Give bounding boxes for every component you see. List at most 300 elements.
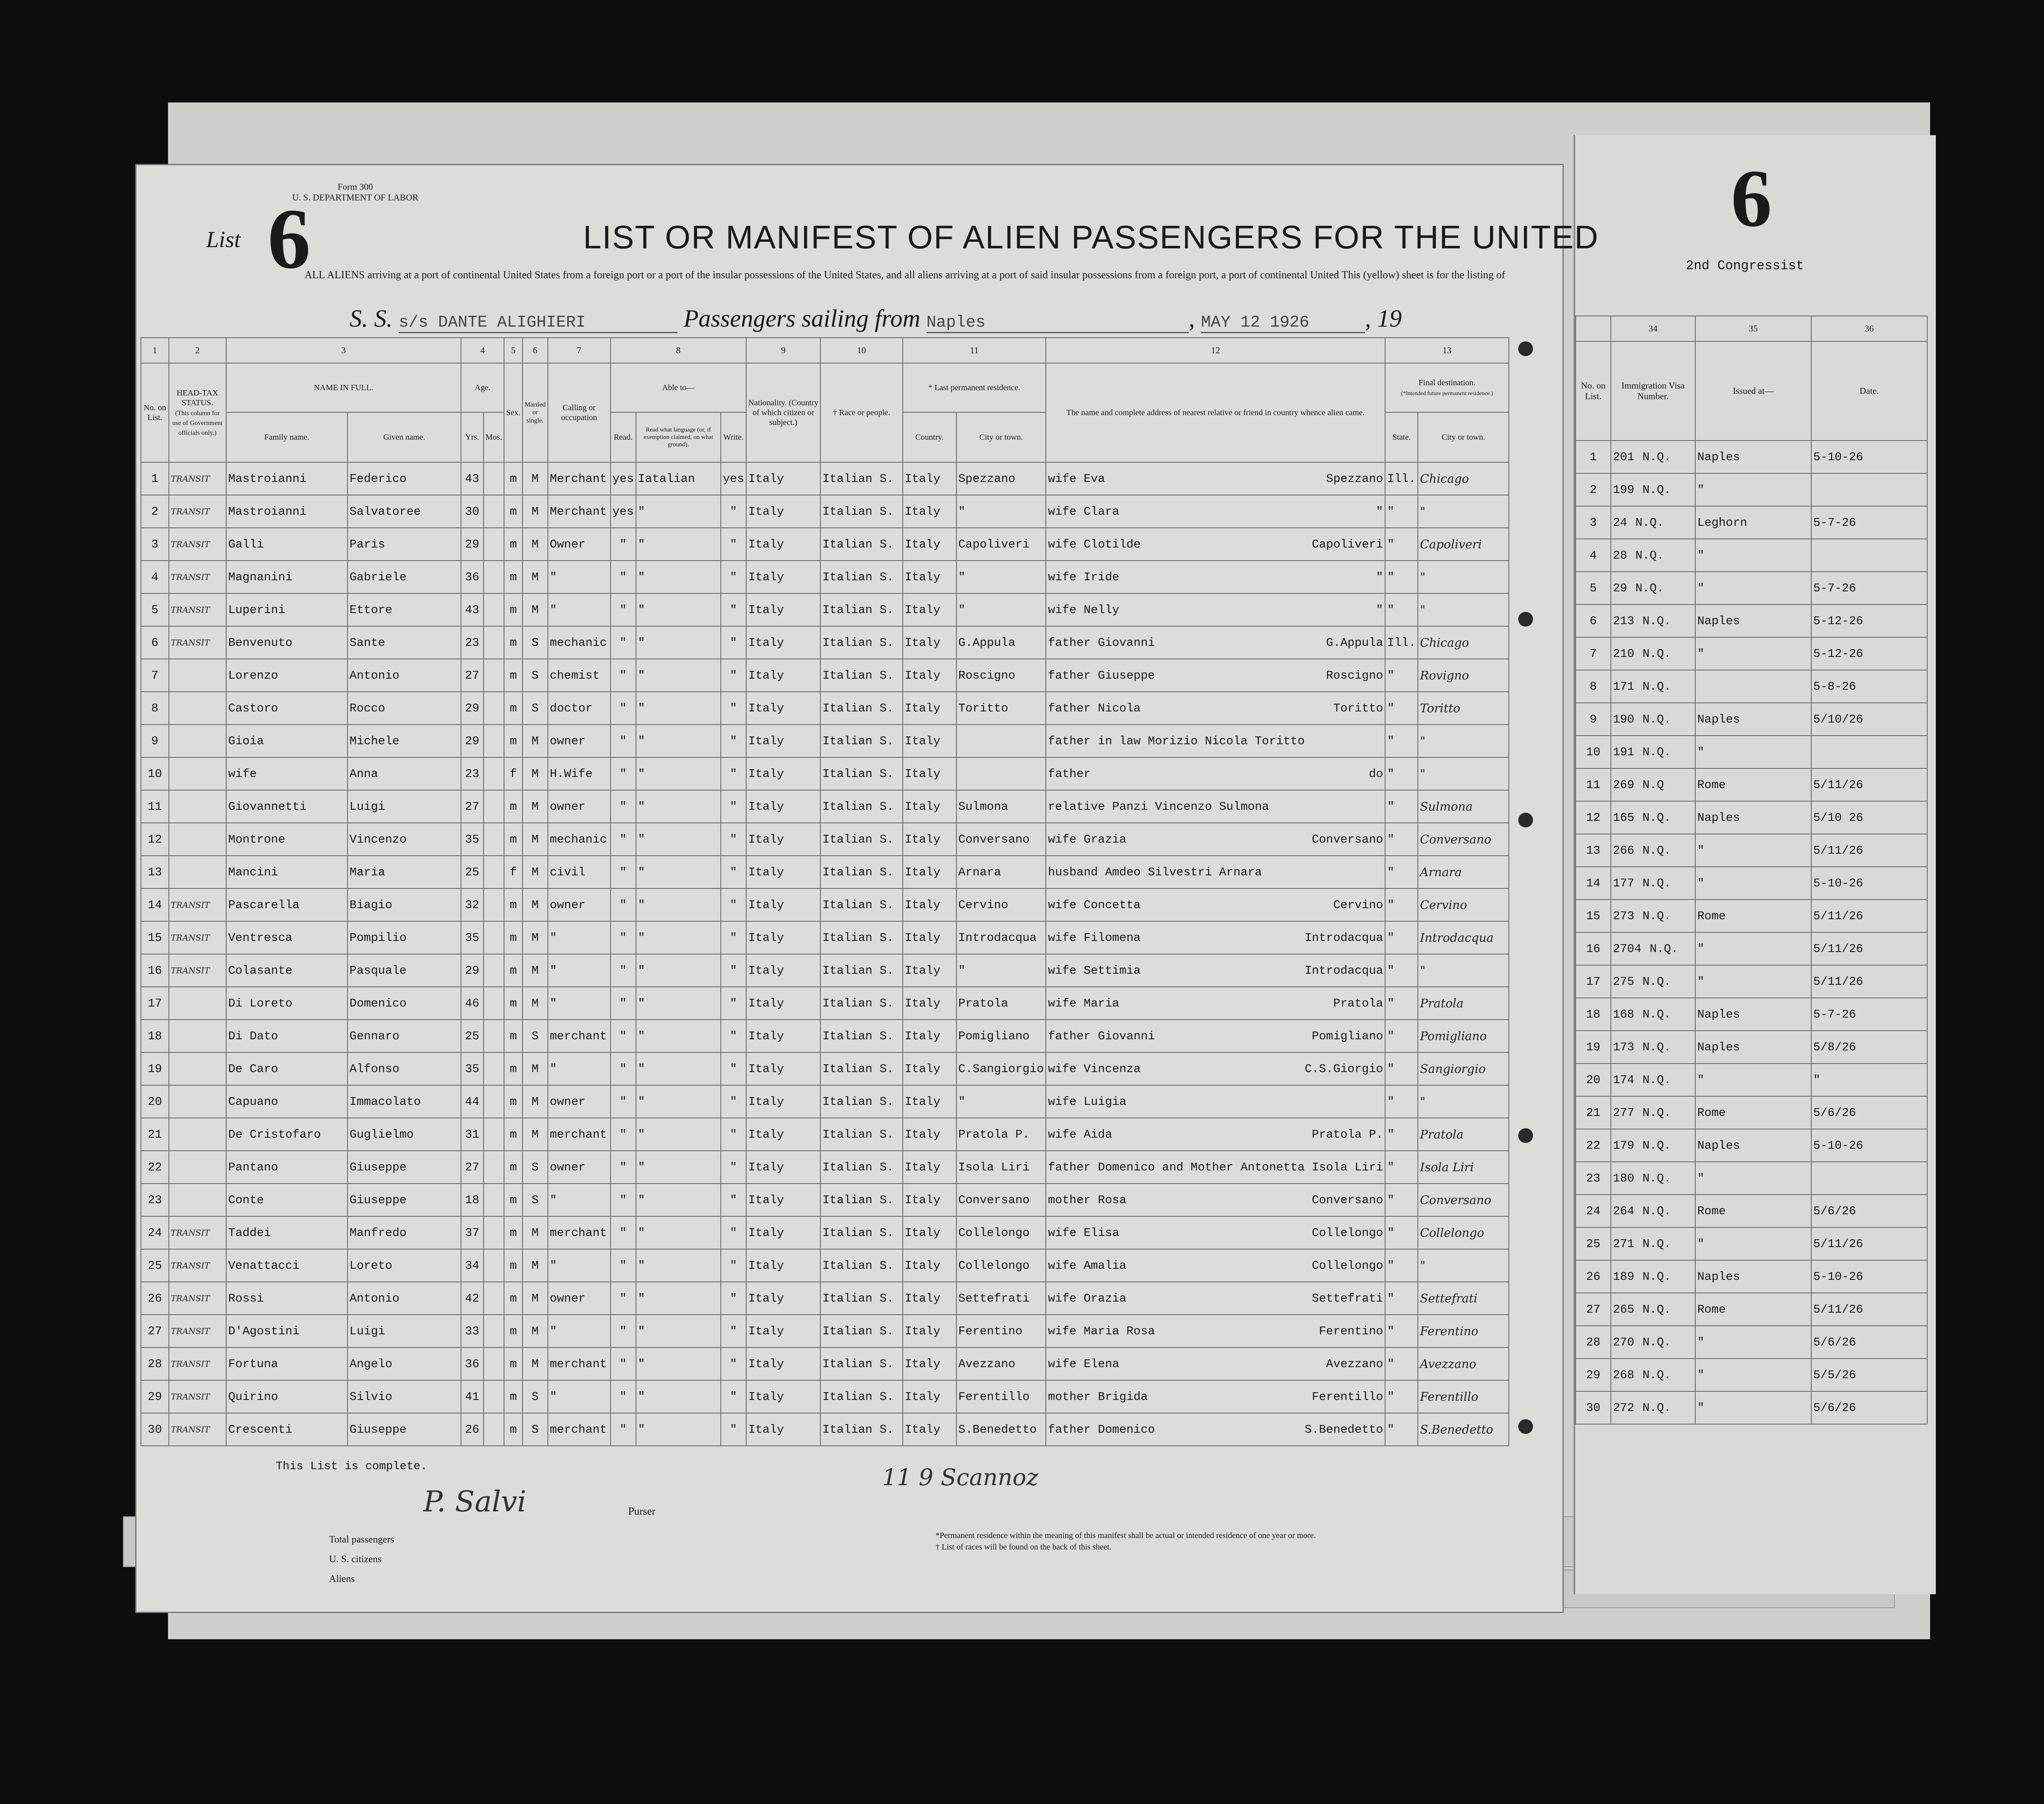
departure-port: Naples [927,314,1189,333]
col-state: State. [1385,412,1418,462]
relative-name: wife Vincenza [1048,1062,1141,1076]
visa-date: 5-10-26 [1811,1129,1927,1162]
issued-at: " [1695,834,1811,867]
visa-value: 268 [1612,1368,1635,1382]
age-yrs: 37 [461,1216,483,1249]
write: " [721,1282,746,1315]
read: " [611,659,636,692]
marital-status: M [522,1347,548,1380]
read: " [611,856,636,888]
visa-number [1611,1096,1695,1129]
age-mos [484,659,504,692]
read-language: " [636,528,721,561]
relative-name: wife Orazia [1048,1291,1126,1305]
race: Italian S. [820,626,903,659]
col-number: 5 [504,338,522,363]
quota-status: N.Q. [1642,1106,1671,1120]
table-row [141,692,1509,725]
read-language: " [636,1315,721,1347]
read: " [611,954,636,987]
row-no: 26 [141,1282,169,1315]
occupation: mechanic [548,626,611,659]
residence-country: Italy [903,954,956,987]
nationality: Italy [746,462,820,495]
residence-country: Italy [903,626,956,659]
age-yrs: 35 [461,823,483,856]
visa-number [1611,1359,1695,1391]
col-age: Age. [461,363,504,412]
age-mos [484,593,504,626]
family-name: Benvenuto [226,626,347,659]
read-language: " [636,823,721,856]
table-row [1576,506,1927,539]
dest-city: Pomigliano [1418,1020,1509,1052]
residence-city: Ferentillo [956,1380,1046,1413]
family-name: Mastroianni [226,462,347,495]
marital-status: M [522,757,548,790]
visa-date [1811,1162,1927,1195]
nearest-relative: relative Panzi Vincenzo Sulmona [1046,790,1385,823]
nationality: Italy [746,1052,820,1085]
age-mos [484,1315,504,1347]
race: Italian S. [820,1315,903,1347]
row-no: 12 [1576,801,1611,834]
dest-city: Rovigno [1418,659,1509,692]
col-visa-number: Immigration Visa Number. [1611,341,1695,441]
dest-city: " [1418,593,1509,626]
race: Italian S. [820,725,903,757]
residence-city: Spezzano [956,462,1046,495]
family-name: Magnanini [226,561,347,593]
row-no: 27 [141,1315,169,1347]
visa-date: 5-10-26 [1811,1260,1927,1293]
visa-date [1811,736,1927,768]
given-name: Giuseppe [347,1184,461,1216]
row-no: 12 [141,823,169,856]
given-name: Angelo [347,1347,461,1380]
write: " [721,757,746,790]
table-row [1576,768,1927,801]
quota-status: N.Q. [1642,811,1671,825]
dest-city: Capoliveri [1418,528,1509,561]
age-yrs: 25 [461,1020,483,1052]
marital-status: M [522,528,548,561]
row-no: 17 [141,987,169,1020]
sex: m [504,954,522,987]
dest-state: Ill. [1385,462,1418,495]
col-write: Write. [721,412,746,462]
visa-date: 5/10 26 [1811,801,1927,834]
read: " [611,757,636,790]
table-row [1576,473,1927,506]
sex: m [504,790,522,823]
family-name: De Cristofaro [226,1118,347,1151]
nationality: Italy [746,1085,820,1118]
family-name: Conte [226,1184,347,1216]
residence-city: Ferentino [956,1315,1046,1347]
marital-status: M [522,790,548,823]
relative-name: wife Concetta [1048,898,1141,912]
sex: m [504,495,522,528]
nationality: Italy [746,561,820,593]
visa-date: 5/11/26 [1811,900,1927,932]
table-row [1576,998,1927,1031]
age-mos [484,1216,504,1249]
residence-country: Italy [903,1413,956,1446]
residence-country: Italy [903,561,956,593]
residence-city: Introdacqua [956,921,1046,954]
passenger-rows [141,462,1509,1446]
row-no: 30 [141,1413,169,1446]
nationality: Italy [746,495,820,528]
relative-city: Collelongo [1312,1226,1383,1240]
relative-city: Settefrati [1312,1291,1383,1305]
marital-status: M [522,1216,548,1249]
col-list-no: No. on List. [141,363,169,462]
write: " [721,790,746,823]
table-row [141,757,1509,790]
read-language: " [636,921,721,954]
table-row [141,561,1509,593]
row-no: 9 [1576,703,1611,736]
table-row [1576,834,1927,867]
sex: m [504,1184,522,1216]
col-given-name: Given name. [347,412,461,462]
table-row [1576,801,1927,834]
occupation: doctor [548,692,611,725]
race: Italian S. [820,823,903,856]
relative-name: father [1048,767,1091,781]
list-number: 6 [268,191,311,286]
nationality: Italy [746,1118,820,1151]
row-no: 2 [141,495,169,528]
marital-status: M [522,1249,548,1282]
head-tax [169,725,226,757]
marital-status: S [522,1413,548,1446]
relative-name: wife Filomena [1048,931,1141,945]
sex: m [504,1380,522,1413]
table-row [141,1282,1509,1315]
head-tax: TRANSIT [169,1315,226,1347]
quota-status: N.Q. [1642,1237,1671,1251]
visa-date: 5-10-26 [1811,441,1927,473]
residence-country: Italy [903,888,956,921]
us-citizens-label: U. S. citizens [329,1554,382,1565]
visa-number [1611,998,1695,1031]
relative-city: Conversano [1312,832,1383,846]
row-no: 28 [1576,1326,1611,1359]
issued-at: " [1695,1326,1811,1359]
table-row [1576,1359,1927,1391]
table-row [141,1052,1509,1085]
nationality: Italy [746,1249,820,1282]
issued-at: Naples [1695,604,1811,637]
dest-state: " [1385,1347,1418,1380]
occupation: " [548,1052,611,1085]
list-label: List [206,227,241,252]
dest-city: " [1418,954,1509,987]
race: Italian S. [820,1151,903,1184]
read-language: " [636,987,721,1020]
visa-date: 5-12-26 [1811,604,1927,637]
head-tax: TRANSIT [169,626,226,659]
sex: m [504,528,522,561]
nationality: Italy [746,1347,820,1380]
visa-number [1611,932,1695,965]
read-language: " [636,626,721,659]
relative-city: Pratola [1333,996,1383,1010]
write: " [721,954,746,987]
occupation: Merchant [548,495,611,528]
issued-at: Rome [1695,1096,1811,1129]
table-row [1576,965,1927,998]
dest-state: " [1385,1216,1418,1249]
residence-city: Pratola [956,987,1046,1020]
visa-number [1611,670,1695,703]
dest-state: " [1385,1282,1418,1315]
visa-date: 5/11/26 [1811,965,1927,998]
age-mos [484,1118,504,1151]
visa-date: 5/5/26 [1811,1359,1927,1391]
residence-country: Italy [903,1249,956,1282]
visa-date: 5/8/26 [1811,1031,1927,1063]
col-read-language: Read what language (or, if exemption claimed, on what ground). [636,412,721,462]
visa-value: 272 [1612,1401,1635,1415]
nearest-relative [1046,1380,1385,1413]
family-name: wife [226,757,347,790]
dest-city: Avezzano [1418,1347,1509,1380]
nearest-relative [1046,1315,1385,1347]
col-number: 11 [903,338,1046,363]
head-tax: TRANSIT [169,954,226,987]
race: Italian S. [820,528,903,561]
visa-value: 270 [1612,1335,1635,1349]
residence-city: " [956,954,1046,987]
relative-city: do [1369,767,1383,781]
residence-city: " [956,593,1046,626]
age-yrs: 30 [461,495,483,528]
residence-city: Toritto [956,692,1046,725]
marital-status: M [522,1315,548,1347]
dest-state: " [1385,1052,1418,1085]
table-row [1576,900,1927,932]
table-row [1576,1031,1927,1063]
head-tax: TRANSIT [169,1282,226,1315]
residence-city: " [956,561,1046,593]
read: " [611,1085,636,1118]
age-yrs: 41 [461,1380,483,1413]
given-name: Vincenzo [347,823,461,856]
table-row [1576,932,1927,965]
given-name: Luigi [347,790,461,823]
issued-at: " [1695,572,1811,604]
relative-city: Roscigno [1326,668,1383,682]
table-row [141,1085,1509,1118]
marital-status: M [522,593,548,626]
issued-at: " [1695,1063,1811,1096]
occupation: mechanic [548,823,611,856]
occupation: civil [548,856,611,888]
nationality: Italy [746,1020,820,1052]
relative-city: Pratola P. [1312,1127,1383,1141]
read-language: " [636,856,721,888]
row-no: 1 [1576,441,1611,473]
dest-city: Conversano [1418,1184,1509,1216]
age-yrs: 44 [461,1085,483,1118]
issued-at: Naples [1695,801,1811,834]
family-name: Montrone [226,823,347,856]
relative-name: wife Settimia [1048,963,1141,977]
visa-number [1611,637,1695,670]
sex: m [504,1020,522,1052]
residence-country: Italy [903,692,956,725]
issued-at: Rome [1695,1293,1811,1326]
visa-value: 180 [1612,1171,1635,1185]
dest-city: Ferentino [1418,1315,1509,1347]
row-no: 17 [1576,965,1611,998]
given-name: Ettore [347,593,461,626]
nationality: Italy [746,921,820,954]
occupation: " [548,1380,611,1413]
given-name: Luigi [347,1315,461,1347]
table-row [141,1380,1509,1413]
relative-city: " [1376,603,1383,617]
read: " [611,1413,636,1446]
age-mos [484,987,504,1020]
nearest-relative [1046,823,1385,856]
quota-status: N.Q [1642,778,1664,792]
marital-status: M [522,1085,548,1118]
write: " [721,1151,746,1184]
sex: m [504,1315,522,1347]
issued-at [1695,670,1811,703]
row-no: 29 [141,1380,169,1413]
family-name: Rossi [226,1282,347,1315]
write: " [721,1347,746,1380]
occupation: " [548,1315,611,1347]
family-name: Di Dato [226,1020,347,1052]
head-tax: TRANSIT [169,1380,226,1413]
visa-value: 173 [1612,1040,1635,1054]
read: " [611,888,636,921]
visa-value: 269 [1612,778,1635,792]
nationality: Italy [746,1184,820,1216]
col-city: City or town. [956,412,1046,462]
family-name: Ventresca [226,921,347,954]
quota-status: N.Q. [1642,1368,1671,1382]
read: " [611,1216,636,1249]
age-mos [484,1249,504,1282]
family-name: Di Loreto [226,987,347,1020]
head-tax: TRANSIT [169,921,226,954]
table-row [1576,1129,1927,1162]
quota-status: N.Q. [1642,876,1671,890]
given-name: Maria [347,856,461,888]
given-name: Sante [347,626,461,659]
col-number: 8 [611,338,747,363]
table-row [141,1020,1509,1052]
write: " [721,1184,746,1216]
issued-at: " [1695,736,1811,768]
visa-number [1611,506,1695,539]
age-yrs: 25 [461,856,483,888]
residence-country: Italy [903,1151,956,1184]
issued-at: Rome [1695,900,1811,932]
relative-city: Toritto [1333,701,1383,715]
age-mos [484,856,504,888]
visa-value: 2704 [1612,942,1642,956]
row-no: 29 [1576,1359,1611,1391]
residence-country: Italy [903,462,956,495]
read-language: " [636,1118,721,1151]
visa-value: 191 [1612,745,1635,759]
relative-city: Spezzano [1326,472,1383,486]
handwritten-annotation: 11 9 Scannoz [882,1464,1038,1491]
table-row [141,987,1509,1020]
col-race: † Race or people. [820,363,903,462]
race: Italian S. [820,561,903,593]
visa-value: 201 [1612,450,1635,464]
visa-number [1611,1162,1695,1195]
dest-state: " [1385,725,1418,757]
visa-rows [1576,441,1927,1424]
form-number: Form 300 U. S. DEPARTMENT OF LABOR [292,182,418,203]
family-name: Gioia [226,725,347,757]
row-no: 30 [1576,1391,1611,1424]
row-no: 20 [141,1085,169,1118]
given-name: Paris [347,528,461,561]
dest-state: " [1385,1413,1418,1446]
occupation: " [548,987,611,1020]
visa-date: 5/6/26 [1811,1391,1927,1424]
occupation: merchant [548,1413,611,1446]
residence-country: Italy [903,1315,956,1347]
nearest-relative [1046,692,1385,725]
race: Italian S. [820,692,903,725]
age-yrs: 23 [461,626,483,659]
family-name: D'Agostini [226,1315,347,1347]
visa-value: 177 [1612,876,1635,890]
relative-name: wife Aida [1048,1127,1112,1141]
relative-name: wife Elena [1048,1357,1120,1371]
punch-hole [1518,612,1533,627]
marital-status: M [522,954,548,987]
visa-value: 171 [1612,679,1635,693]
departure-date: MAY 12 1926 [1201,314,1365,333]
relative-name: wife Grazia [1048,832,1126,846]
residence-city: Collelongo [956,1216,1046,1249]
col-mos: Mos. [484,412,504,462]
table-row [141,1347,1509,1380]
write: " [721,1413,746,1446]
relative-city: Conversano [1312,1193,1383,1207]
row-no: 16 [1576,932,1611,965]
visa-sheet [1574,135,1936,1594]
visa-value: 24 [1612,516,1627,529]
visa-date: 5-7-26 [1811,998,1927,1031]
nationality: Italy [746,659,820,692]
residence-city: Roscigno [956,659,1046,692]
residence-country: Italy [903,659,956,692]
col-issued-at: Issued at— [1695,341,1811,441]
punch-hole [1518,1419,1533,1434]
relative-city: S.Benedetto [1304,1422,1383,1436]
visa-number [1611,1260,1695,1293]
age-mos [484,462,504,495]
write: " [721,823,746,856]
visa-table [1575,316,1928,1425]
occupation: chemist [548,659,611,692]
